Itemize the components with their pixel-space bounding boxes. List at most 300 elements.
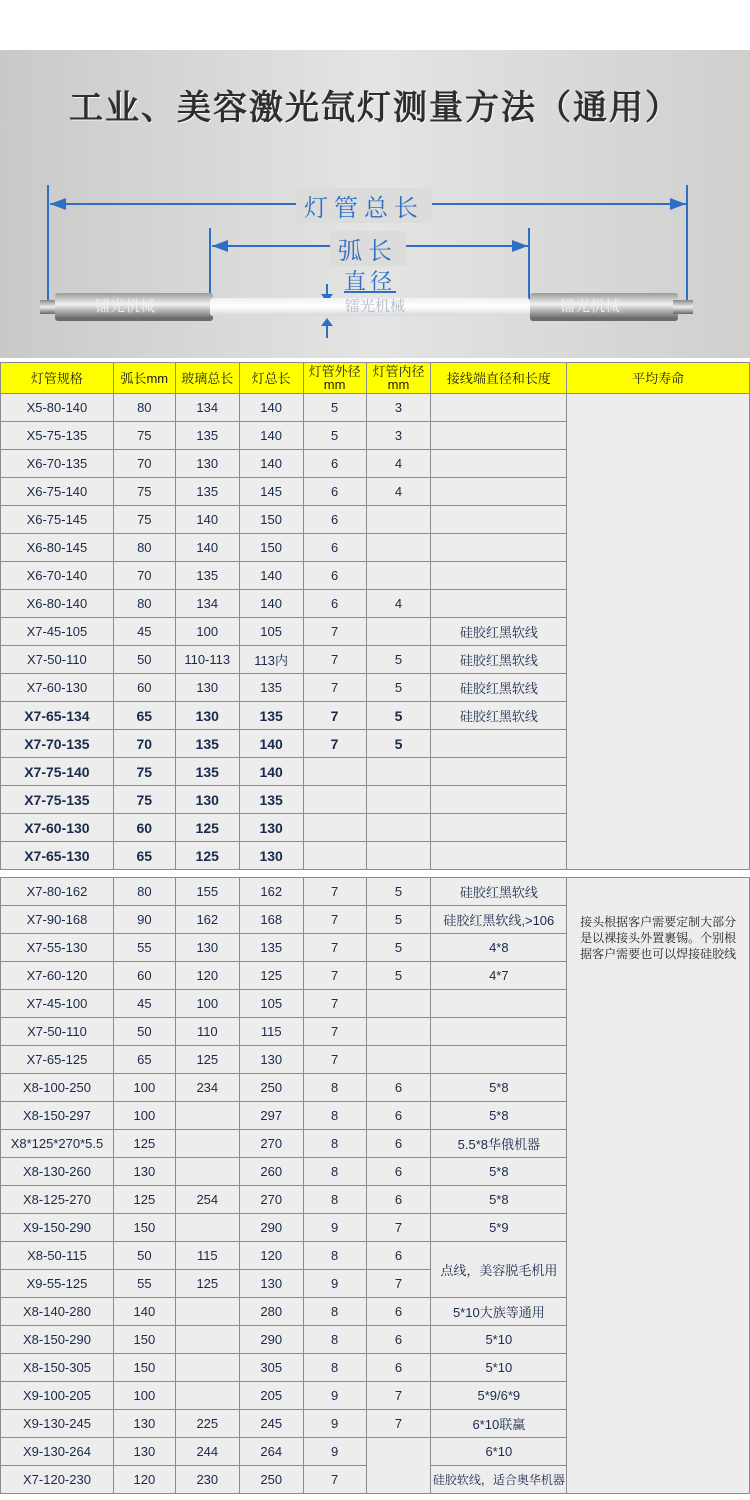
cell-spec: X8-130-260 [1, 1158, 114, 1186]
cell-arc-length: 45 [113, 618, 175, 646]
cell-glass-length: 140 [175, 506, 239, 534]
diameter-arrow-bottom [326, 326, 328, 338]
cell-total-length: 245 [239, 1410, 303, 1438]
cell-terminal: 硅胶红黑软线 [431, 674, 567, 702]
cell-glass-length: 125 [175, 1046, 239, 1074]
cell-outer-diameter: 6 [303, 450, 366, 478]
cell-terminal: 硅胶红黑软线,>106 [431, 906, 567, 934]
cell-inner-diameter: 6 [366, 1354, 431, 1382]
cell-arc-length: 55 [113, 1270, 175, 1298]
cell-glass-length: 230 [175, 1466, 239, 1494]
cell-arc-length: 125 [113, 1130, 175, 1158]
cell-inner-diameter [366, 1018, 431, 1046]
cell-spec: X8-50-115 [1, 1242, 114, 1270]
header-spec: 灯管规格 [1, 363, 114, 394]
total-length-label: 灯管总长 [296, 188, 432, 223]
cell-outer-diameter: 7 [303, 906, 366, 934]
cell-inner-diameter: 5 [366, 730, 431, 758]
cell-terminal [431, 1046, 567, 1074]
cell-total-length: 260 [239, 1158, 303, 1186]
cell-inner-diameter [366, 562, 431, 590]
cell-arc-length: 60 [113, 674, 175, 702]
cell-terminal [431, 730, 567, 758]
cell-total-length: 145 [239, 478, 303, 506]
cell-total-length: 162 [239, 878, 303, 906]
cell-inner-diameter: 7 [366, 1270, 431, 1298]
cell-spec: X8-140-280 [1, 1298, 114, 1326]
cell-arc-length: 55 [113, 934, 175, 962]
cell-total-length: 305 [239, 1354, 303, 1382]
cell-inner-diameter [366, 842, 431, 870]
cell-arc-length: 150 [113, 1214, 175, 1242]
cell-terminal: 硅胶红黑软线 [431, 618, 567, 646]
cell-spec: X7-65-130 [1, 842, 114, 870]
cell-arc-length: 50 [113, 1242, 175, 1270]
cell-terminal: 5*10 [431, 1326, 567, 1354]
cell-arc-length: 130 [113, 1158, 175, 1186]
cell-lifetime [567, 394, 750, 870]
cell-glass-length: 225 [175, 1410, 239, 1438]
cell-glass-length [175, 1214, 239, 1242]
cell-glass-length: 125 [175, 1270, 239, 1298]
cell-spec: X7-60-120 [1, 962, 114, 990]
cell-total-length: 120 [239, 1242, 303, 1270]
cell-total-length: 150 [239, 506, 303, 534]
cell-arc-length: 100 [113, 1074, 175, 1102]
cell-terminal [431, 590, 567, 618]
cell-spec: X7-65-134 [1, 702, 114, 730]
cell-inner-diameter: 4 [366, 450, 431, 478]
cell-inner-diameter: 3 [366, 394, 431, 422]
cell-glass-length: 100 [175, 990, 239, 1018]
cell-inner-diameter: 5 [366, 702, 431, 730]
cell-glass-length: 254 [175, 1186, 239, 1214]
cell-inner-diameter [366, 534, 431, 562]
cell-arc-length: 140 [113, 1298, 175, 1326]
cell-spec: X9-100-205 [1, 1382, 114, 1410]
total-length-arrow-right-icon [670, 198, 686, 210]
cell-inner-diameter: 7 [366, 1410, 431, 1438]
cell-arc-length: 45 [113, 990, 175, 1018]
cell-terminal: 5*10大族等通用 [431, 1298, 567, 1326]
cell-outer-diameter: 9 [303, 1214, 366, 1242]
cell-arc-length: 75 [113, 478, 175, 506]
diameter-arrow-up-icon [321, 318, 333, 326]
cell-total-length: 264 [239, 1438, 303, 1466]
cell-total-length: 135 [239, 702, 303, 730]
header-arc-length: 弧长mm [113, 363, 175, 394]
cell-outer-diameter: 9 [303, 1382, 366, 1410]
cell-outer-diameter: 9 [303, 1438, 366, 1466]
cell-outer-diameter: 7 [303, 1018, 366, 1046]
cell-glass-length: 130 [175, 450, 239, 478]
arc-length-label: 弧长 [330, 231, 406, 266]
cell-glass-length: 115 [175, 1242, 239, 1270]
total-length-right-tick [686, 185, 688, 305]
cell-spec: X7-120-230 [1, 1466, 114, 1494]
cell-inner-diameter: 5 [366, 962, 431, 990]
cell-spec: X7-45-105 [1, 618, 114, 646]
cell-inner-diameter: 6 [366, 1326, 431, 1354]
cell-terminal: 5*8 [431, 1186, 567, 1214]
cell-inner-diameter [366, 506, 431, 534]
diameter-label: 直径 [344, 270, 397, 295]
cell-glass-length [175, 1158, 239, 1186]
spec-table-1 [0, 362, 750, 870]
cell-arc-length: 80 [113, 590, 175, 618]
cell-spec: X8*125*270*5.5 [1, 1130, 114, 1158]
cell-arc-length: 150 [113, 1354, 175, 1382]
cell-terminal [431, 814, 567, 842]
cell-spec: X7-45-100 [1, 990, 114, 1018]
cell-glass-length: 130 [175, 786, 239, 814]
cell-outer-diameter: 6 [303, 590, 366, 618]
cell-arc-length: 80 [113, 534, 175, 562]
cell-outer-diameter: 6 [303, 562, 366, 590]
cell-terminal: 硅胶红黑软线 [431, 878, 567, 906]
cell-inner-diameter: 5 [366, 906, 431, 934]
cell-spec: X8-100-250 [1, 1074, 114, 1102]
cell-arc-length: 125 [113, 1186, 175, 1214]
cell-outer-diameter: 6 [303, 534, 366, 562]
total-length-arrow-left-icon [50, 198, 66, 210]
cell-inner-diameter [366, 1438, 431, 1494]
cell-inner-diameter: 5 [366, 878, 431, 906]
cell-arc-length: 70 [113, 730, 175, 758]
cell-spec: X7-55-130 [1, 934, 114, 962]
cell-total-length: 280 [239, 1298, 303, 1326]
cell-arc-length: 100 [113, 1382, 175, 1410]
cell-inner-diameter [366, 1046, 431, 1074]
cell-outer-diameter: 8 [303, 1354, 366, 1382]
cell-terminal: 5.5*8华俄机器 [431, 1130, 567, 1158]
cell-arc-length: 70 [113, 562, 175, 590]
cell-terminal [431, 786, 567, 814]
header-inner-diameter: 灯管内径mm [366, 363, 431, 394]
cell-glass-length: 120 [175, 962, 239, 990]
cell-arc-length: 100 [113, 1102, 175, 1130]
cell-outer-diameter [303, 786, 366, 814]
cell-total-length: 130 [239, 842, 303, 870]
cell-inner-diameter: 4 [366, 590, 431, 618]
table-row [1, 878, 750, 906]
cell-arc-length: 130 [113, 1438, 175, 1466]
cell-total-length: 140 [239, 450, 303, 478]
cell-spec: X9-130-264 [1, 1438, 114, 1466]
cell-terminal [431, 758, 567, 786]
cell-total-length: 135 [239, 674, 303, 702]
cell-spec: X7-60-130 [1, 674, 114, 702]
arc-length-arrow-right-icon [512, 240, 528, 252]
cell-outer-diameter [303, 814, 366, 842]
cell-inner-diameter: 6 [366, 1158, 431, 1186]
cell-outer-diameter: 7 [303, 702, 366, 730]
cell-arc-length: 50 [113, 1018, 175, 1046]
cell-arc-length: 75 [113, 758, 175, 786]
cell-terminal [431, 422, 567, 450]
cell-inner-diameter: 6 [366, 1102, 431, 1130]
cell-inner-diameter: 3 [366, 422, 431, 450]
cell-arc-length: 75 [113, 422, 175, 450]
cell-total-length: 105 [239, 990, 303, 1018]
cell-glass-length: 140 [175, 534, 239, 562]
cell-total-length: 140 [239, 758, 303, 786]
cell-arc-length: 65 [113, 842, 175, 870]
cell-inner-diameter [366, 758, 431, 786]
table-header-row [1, 363, 750, 394]
cell-inner-diameter: 5 [366, 934, 431, 962]
cell-outer-diameter: 7 [303, 1046, 366, 1074]
cell-terminal: 5*10 [431, 1354, 567, 1382]
cell-spec: X7-80-162 [1, 878, 114, 906]
cell-total-length: 140 [239, 422, 303, 450]
cell-terminal [431, 506, 567, 534]
cell-total-length: 270 [239, 1186, 303, 1214]
cell-total-length: 135 [239, 934, 303, 962]
cell-total-length: 125 [239, 962, 303, 990]
cell-spec: X7-65-125 [1, 1046, 114, 1074]
cell-total-length: 135 [239, 786, 303, 814]
cell-glass-length: 134 [175, 590, 239, 618]
cell-inner-diameter: 5 [366, 646, 431, 674]
cell-glass-length [175, 1382, 239, 1410]
cell-outer-diameter: 8 [303, 1158, 366, 1186]
cell-inner-diameter [366, 990, 431, 1018]
cell-outer-diameter: 6 [303, 506, 366, 534]
cell-arc-length: 75 [113, 506, 175, 534]
lamp-mark-left: 镭光机械 [95, 297, 156, 315]
cell-terminal: 5*8 [431, 1074, 567, 1102]
cell-outer-diameter: 8 [303, 1242, 366, 1270]
cell-terminal [431, 842, 567, 870]
cell-glass-length: 110-113 [175, 646, 239, 674]
cell-spec: X8-150-297 [1, 1102, 114, 1130]
cell-inner-diameter: 6 [366, 1186, 431, 1214]
cell-glass-length [175, 1298, 239, 1326]
cell-glass-length: 135 [175, 758, 239, 786]
cell-arc-length: 90 [113, 906, 175, 934]
cell-glass-length: 110 [175, 1018, 239, 1046]
cell-total-length: 130 [239, 1046, 303, 1074]
cell-total-length: 140 [239, 730, 303, 758]
cell-terminal: 6*10联赢 [431, 1410, 567, 1438]
cell-spec: X8-150-290 [1, 1326, 114, 1354]
cell-terminal: 硅胶红黑软线 [431, 702, 567, 730]
cell-spec: X6-70-140 [1, 562, 114, 590]
cell-glass-length: 234 [175, 1074, 239, 1102]
cell-total-length: 130 [239, 814, 303, 842]
cell-outer-diameter: 7 [303, 674, 366, 702]
cell-terminal [431, 450, 567, 478]
header-lifetime: 平均寿命 [567, 363, 750, 394]
cell-spec: X9-55-125 [1, 1270, 114, 1298]
cell-arc-length: 65 [113, 1046, 175, 1074]
cell-terminal [431, 534, 567, 562]
cell-outer-diameter: 8 [303, 1186, 366, 1214]
cell-terminal: 硅胶软线，适合奥华机器 [431, 1466, 567, 1494]
cell-outer-diameter: 8 [303, 1130, 366, 1158]
cell-terminal: 5*8 [431, 1102, 567, 1130]
cell-total-length: 130 [239, 1270, 303, 1298]
spec-table-2 [0, 877, 750, 1494]
cell-total-length: 297 [239, 1102, 303, 1130]
cell-outer-diameter: 7 [303, 646, 366, 674]
cell-outer-diameter: 8 [303, 1074, 366, 1102]
cell-glass-length: 135 [175, 478, 239, 506]
cell-terminal [431, 478, 567, 506]
cell-spec: X7-90-168 [1, 906, 114, 934]
cell-inner-diameter: 6 [366, 1074, 431, 1102]
lifetime-note: 接头根据客户需要定制大部分是以裸接头外置裹锡。个别根据客户需要也可以焊接硅胶线 [567, 878, 750, 1494]
cell-total-length: 290 [239, 1214, 303, 1242]
cell-glass-length [175, 1130, 239, 1158]
cell-terminal: 4*8 [431, 934, 567, 962]
cell-glass-length: 135 [175, 730, 239, 758]
cell-arc-length: 130 [113, 1410, 175, 1438]
cell-spec: X6-80-145 [1, 534, 114, 562]
cell-spec: X6-80-140 [1, 590, 114, 618]
cell-terminal [431, 562, 567, 590]
lamp-mark-right: 镭光机械 [560, 297, 621, 315]
cell-inner-diameter: 6 [366, 1298, 431, 1326]
cell-total-length: 250 [239, 1074, 303, 1102]
cell-total-length: 168 [239, 906, 303, 934]
cell-total-length: 270 [239, 1130, 303, 1158]
cell-glass-length [175, 1354, 239, 1382]
cell-glass-length: 155 [175, 878, 239, 906]
cell-outer-diameter: 9 [303, 1270, 366, 1298]
cell-terminal: 点线，美容脱毛机用 [431, 1242, 567, 1298]
cell-glass-length: 134 [175, 394, 239, 422]
total-length-left-tick [47, 185, 49, 305]
cell-spec: X6-70-135 [1, 450, 114, 478]
cell-glass-length: 125 [175, 842, 239, 870]
cell-spec: X8-150-305 [1, 1354, 114, 1382]
cell-outer-diameter: 8 [303, 1102, 366, 1130]
header-outer-diameter: 灯管外径mm [303, 363, 366, 394]
cell-outer-diameter: 7 [303, 878, 366, 906]
cell-terminal: 5*9 [431, 1214, 567, 1242]
cell-outer-diameter [303, 842, 366, 870]
cell-spec: X5-75-135 [1, 422, 114, 450]
cell-spec: X8-125-270 [1, 1186, 114, 1214]
cell-arc-length: 75 [113, 786, 175, 814]
cell-outer-diameter: 5 [303, 422, 366, 450]
cell-total-length: 205 [239, 1382, 303, 1410]
cell-outer-diameter: 8 [303, 1298, 366, 1326]
cell-inner-diameter: 7 [366, 1214, 431, 1242]
cell-outer-diameter [303, 758, 366, 786]
cell-terminal: 硅胶红黑软线 [431, 646, 567, 674]
cell-spec: X9-130-245 [1, 1410, 114, 1438]
arc-length-arrow-left-icon [212, 240, 228, 252]
cell-inner-diameter: 5 [366, 674, 431, 702]
cell-inner-diameter: 6 [366, 1242, 431, 1270]
cell-inner-diameter [366, 618, 431, 646]
cell-terminal: 6*10 [431, 1438, 567, 1466]
cell-glass-length: 135 [175, 422, 239, 450]
cell-spec: X7-75-140 [1, 758, 114, 786]
cell-inner-diameter: 4 [366, 478, 431, 506]
cell-arc-length: 60 [113, 814, 175, 842]
header-terminal: 接线端直径和长度 [431, 363, 567, 394]
header-glass-length: 玻璃总长 [175, 363, 239, 394]
cell-arc-length: 60 [113, 962, 175, 990]
cell-arc-length: 120 [113, 1466, 175, 1494]
cell-inner-diameter: 7 [366, 1382, 431, 1410]
cell-glass-length: 130 [175, 702, 239, 730]
cell-spec: X7-70-135 [1, 730, 114, 758]
cell-total-length: 150 [239, 534, 303, 562]
cell-spec: X6-75-140 [1, 478, 114, 506]
cell-arc-length: 80 [113, 878, 175, 906]
cell-total-length: 250 [239, 1466, 303, 1494]
cell-terminal [431, 990, 567, 1018]
cell-inner-diameter [366, 814, 431, 842]
cell-spec: X6-75-145 [1, 506, 114, 534]
cell-outer-diameter: 9 [303, 1410, 366, 1438]
lamp-right-pin [673, 300, 693, 314]
cell-glass-length: 100 [175, 618, 239, 646]
cell-arc-length: 80 [113, 394, 175, 422]
cell-arc-length: 50 [113, 646, 175, 674]
cell-outer-diameter: 7 [303, 1466, 366, 1494]
cell-terminal [431, 394, 567, 422]
cell-terminal: 4*7 [431, 962, 567, 990]
cell-glass-length: 130 [175, 674, 239, 702]
cell-outer-diameter: 7 [303, 730, 366, 758]
cell-glass-length: 162 [175, 906, 239, 934]
cell-glass-length [175, 1326, 239, 1354]
cell-glass-length [175, 1102, 239, 1130]
lamp-mark-center: 镭光机械 [345, 297, 406, 315]
cell-terminal: 5*8 [431, 1158, 567, 1186]
cell-outer-diameter: 7 [303, 990, 366, 1018]
cell-spec: X9-150-290 [1, 1214, 114, 1242]
cell-total-length: 140 [239, 394, 303, 422]
cell-total-length: 115 [239, 1018, 303, 1046]
cell-outer-diameter: 7 [303, 934, 366, 962]
cell-terminal: 5*9/6*9 [431, 1382, 567, 1410]
cell-spec: X5-80-140 [1, 394, 114, 422]
cell-glass-length: 125 [175, 814, 239, 842]
cell-glass-length: 135 [175, 562, 239, 590]
cell-total-length: 113内 [239, 646, 303, 674]
cell-outer-diameter: 5 [303, 394, 366, 422]
cell-outer-diameter: 8 [303, 1326, 366, 1354]
cell-spec: X7-60-130 [1, 814, 114, 842]
cell-outer-diameter: 7 [303, 962, 366, 990]
cell-outer-diameter: 6 [303, 478, 366, 506]
banner-title: 工业、美容激光氙灯测量方法（通用） [69, 88, 681, 128]
cell-glass-length: 244 [175, 1438, 239, 1466]
cell-terminal [431, 1018, 567, 1046]
cell-inner-diameter [366, 786, 431, 814]
cell-total-length: 105 [239, 618, 303, 646]
table-row [1, 394, 750, 422]
cell-spec: X7-75-135 [1, 786, 114, 814]
cell-total-length: 140 [239, 562, 303, 590]
cell-spec: X7-50-110 [1, 646, 114, 674]
cell-arc-length: 70 [113, 450, 175, 478]
cell-glass-length: 130 [175, 934, 239, 962]
cell-total-length: 290 [239, 1326, 303, 1354]
cell-arc-length: 65 [113, 702, 175, 730]
cell-outer-diameter: 7 [303, 618, 366, 646]
cell-spec: X7-50-110 [1, 1018, 114, 1046]
cell-total-length: 140 [239, 590, 303, 618]
header-total-length: 灯总长 [239, 363, 303, 394]
